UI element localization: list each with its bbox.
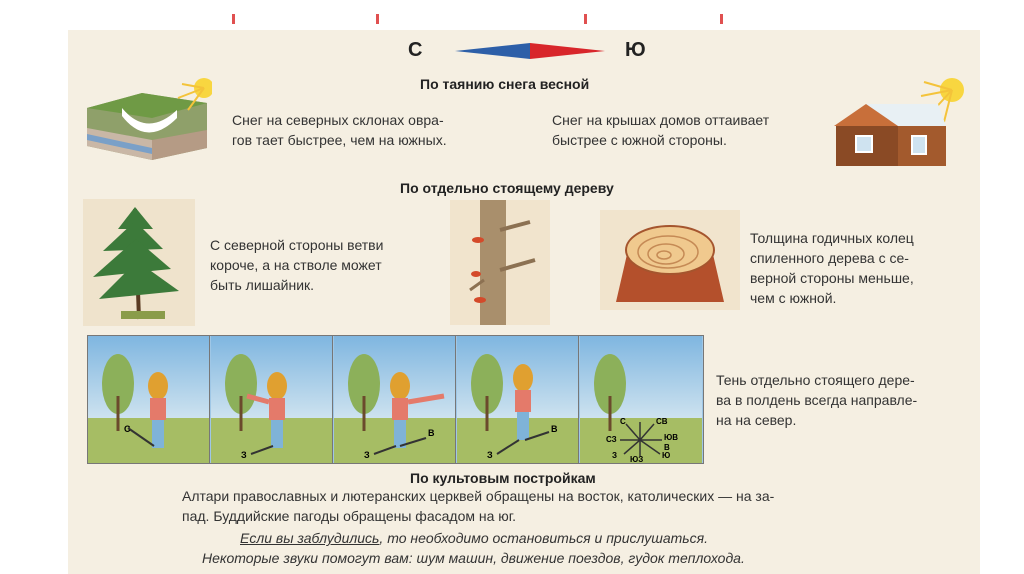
compass-south-label: Ю xyxy=(625,39,646,61)
decor-mark xyxy=(584,14,587,24)
tree-heading: По отдельно стоящему дереву xyxy=(400,180,614,196)
ravine-illustration xyxy=(82,78,212,166)
text-line: С северной стороны ветви xyxy=(210,237,384,253)
shadow-text xyxy=(716,370,976,430)
text-line: спиленного дерева с се- xyxy=(750,250,909,266)
text-line: Тень отдельно стоящего дере- xyxy=(716,372,915,388)
compass-point-label: З xyxy=(364,450,370,460)
tree-branches-text xyxy=(210,235,450,295)
snow-heading: По таянию снега весной xyxy=(420,76,590,92)
snow-roof-text xyxy=(552,110,822,150)
text-line: быть лишайник. xyxy=(210,277,315,293)
text-line: пад. Буддийские пагоды обращены фасадом на юг. xyxy=(182,508,517,524)
snow-ravine-text xyxy=(232,110,502,150)
decor-mark xyxy=(720,14,723,24)
text-line: Толщина годичных колец xyxy=(750,230,914,246)
shadow-panel-2 xyxy=(211,336,333,463)
compass-point-label: Ю xyxy=(662,451,671,460)
shadow-panel-4 xyxy=(457,336,579,463)
shadow-panels-strip xyxy=(87,335,704,464)
decor-mark xyxy=(232,14,235,24)
tree-illustration xyxy=(83,199,195,326)
shadow-panel-5 xyxy=(580,336,702,463)
text-line: на на север. xyxy=(716,412,797,428)
compass-point-label: СВ xyxy=(656,417,668,426)
compass-point-label: СЗ xyxy=(606,435,617,444)
tree-rings-text xyxy=(750,228,970,308)
text-line: Снег на северных склонах овра- xyxy=(232,112,444,128)
advice-underlined: Если вы заблудились xyxy=(240,530,380,546)
house-illustration xyxy=(826,78,964,168)
compass-point-label: В xyxy=(428,428,435,438)
text-line: верной стороны меньше, xyxy=(750,270,914,286)
shadow-panel-1 xyxy=(88,336,210,463)
cult-heading: По культовым постройкам xyxy=(410,470,596,486)
cult-text xyxy=(182,486,962,526)
compass-point-label: ЮВ xyxy=(664,433,679,442)
text-line: быстрее с южной стороны. xyxy=(552,132,727,148)
compass-needle-icon xyxy=(455,37,605,65)
text-line: чем с южной. xyxy=(750,290,837,306)
tree-trunk-lichen-illustration xyxy=(450,200,550,325)
compass-point-label: З xyxy=(487,450,493,460)
decor-mark xyxy=(376,14,379,24)
compass-point-label: З xyxy=(612,451,618,460)
advice-line-2: Некоторые звуки помогут вам: шум машин, движение поездов, гудок теплохода. xyxy=(202,550,745,566)
compass-point-label: В xyxy=(551,424,558,434)
compass-point-label: С xyxy=(124,424,131,434)
top-strip xyxy=(0,0,1024,28)
text-line: Снег на крышах домов оттаивает xyxy=(552,112,770,128)
advice-rest: , то необходимо остановиться и прислушаться. xyxy=(379,530,709,546)
stump-rings-illustration xyxy=(600,210,740,310)
text-line: гов тает быстрее, чем на южных. xyxy=(232,132,447,148)
text-line: короче, а на стволе может xyxy=(210,257,382,273)
text-line: Алтари православных и лютеранских церквей обращены на восток, католических — на за- xyxy=(182,488,775,504)
compass-point-label: С xyxy=(620,417,626,426)
compass-point-label: ЮЗ xyxy=(630,455,644,463)
compass-north-label: С xyxy=(408,39,423,61)
text-line: ва в полдень всегда направле- xyxy=(716,392,918,408)
advice-line-1 xyxy=(240,528,940,548)
compass-header xyxy=(400,37,650,65)
compass-point-label: В xyxy=(664,443,670,452)
shadow-panel-3 xyxy=(334,336,456,463)
compass-point-label: З xyxy=(241,450,247,460)
